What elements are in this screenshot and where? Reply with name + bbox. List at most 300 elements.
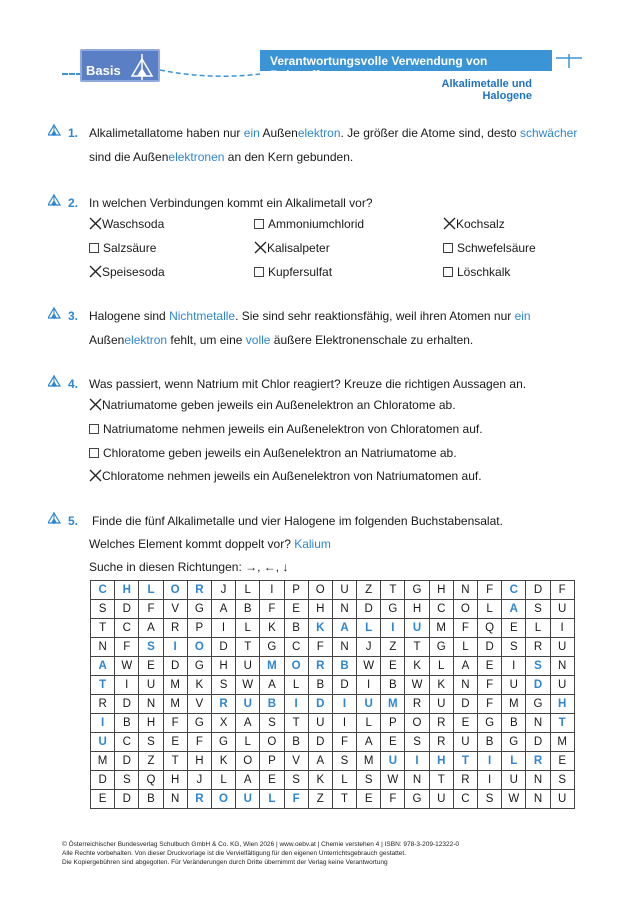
checked-cross-icon[interactable]	[443, 217, 456, 230]
grid-cell: H	[115, 581, 139, 600]
grid-cell: J	[357, 638, 381, 657]
grid-cell: R	[163, 619, 187, 638]
letter-grid	[90, 580, 575, 809]
grid-cell: L	[357, 619, 381, 638]
grid-cell: V	[284, 752, 308, 771]
grid-row	[91, 676, 575, 695]
grid-cell: B	[308, 676, 332, 695]
grid-cell: C	[284, 638, 308, 657]
footer-line: Die Kopiergebühren sind abgegolten. Für Veränderungen durch Dritte übernimmt der Verlag keine Verantwortung	[62, 859, 388, 866]
grid-cell: U	[405, 619, 429, 638]
grid-cell: C	[429, 600, 453, 619]
grid-row	[91, 581, 575, 600]
grid-cell: H	[429, 581, 453, 600]
grid-cell: V	[187, 695, 211, 714]
grid-cell: A	[502, 600, 526, 619]
grid-row	[91, 733, 575, 752]
title-tick-icon	[556, 54, 582, 68]
grid-cell: N	[332, 600, 356, 619]
grid-cell: L	[260, 790, 284, 809]
grid-cell: B	[332, 657, 356, 676]
grid-row	[91, 619, 575, 638]
footer-line: © Österreichischer Bundesverlag Schulbuch GmbH & Co. KG, Wien 2026 | www.oebv.at | Chemie verstehen 4 | ISBN: 978-3-209-12322-0	[62, 841, 460, 848]
grid-cell: D	[115, 752, 139, 771]
grid-cell: M	[260, 657, 284, 676]
checkbox-option[interactable]	[443, 217, 505, 231]
grid-cell: E	[453, 714, 477, 733]
task-number: 4.	[68, 377, 79, 391]
grid-cell: B	[478, 733, 502, 752]
grid-cell: R	[526, 638, 550, 657]
grid-cell: I	[478, 771, 502, 790]
checkbox-label: Chloratome nehmen jeweils ein Außenelektron von Natriumatomen auf.	[102, 469, 482, 483]
grid-cell: Q	[139, 771, 163, 790]
grid-cell: U	[139, 676, 163, 695]
checkbox-label: Kalisalpeter	[267, 241, 330, 255]
task5-line3: Suche in diesen Richtungen: →, ←, ↓	[89, 560, 289, 574]
empty-checkbox-icon[interactable]	[254, 267, 264, 277]
grid-cell: H	[163, 771, 187, 790]
task4-question: Was passiert, wenn Natrium mit Chlor reagiert? Kreuze die richtigen Aussagen an.	[89, 377, 527, 391]
grid-cell: U	[236, 695, 260, 714]
grid-cell: K	[308, 619, 332, 638]
grid-cell: S	[502, 638, 526, 657]
grid-cell: R	[429, 714, 453, 733]
grid-cell: U	[91, 733, 115, 752]
basis-logo	[80, 49, 160, 82]
task-level-icon	[48, 512, 64, 524]
grid-cell: B	[502, 714, 526, 733]
grid-cell: F	[163, 714, 187, 733]
grid-cell: T	[453, 752, 477, 771]
grid-cell: S	[139, 733, 163, 752]
grid-cell: V	[163, 600, 187, 619]
grid-cell: B	[260, 695, 284, 714]
grid-cell: M	[91, 752, 115, 771]
empty-checkbox-icon[interactable]	[443, 267, 453, 277]
task1-line1: Alkalimetallatome haben nur ein Außenelektron. Je größer die Atome sind, desto schwächer	[89, 126, 578, 140]
grid-cell: P	[187, 619, 211, 638]
grid-cell: N	[526, 790, 550, 809]
grid-cell: U	[453, 733, 477, 752]
grid-cell: Z	[381, 638, 405, 657]
task-level-icon	[48, 194, 64, 206]
grid-cell: E	[381, 657, 405, 676]
grid-cell: G	[502, 733, 526, 752]
grid-cell: K	[429, 676, 453, 695]
grid-cell: L	[453, 638, 477, 657]
grid-cell: N	[526, 771, 550, 790]
grid-cell: A	[308, 752, 332, 771]
grid-cell: B	[284, 619, 308, 638]
grid-cell: T	[332, 790, 356, 809]
grid-cell: N	[139, 695, 163, 714]
grid-cell: R	[453, 771, 477, 790]
grid-cell: F	[478, 581, 502, 600]
grid-cell: F	[284, 790, 308, 809]
grid-cell: N	[91, 638, 115, 657]
grid-cell: D	[526, 676, 550, 695]
grid-cell: A	[236, 714, 260, 733]
task-number: 2.	[68, 196, 79, 210]
grid-cell: R	[405, 695, 429, 714]
grid-cell: F	[478, 695, 502, 714]
grid-cell: K	[211, 752, 235, 771]
grid-cell: R	[429, 733, 453, 752]
grid-cell: M	[550, 733, 574, 752]
grid-row	[91, 790, 575, 809]
grid-cell: I	[260, 581, 284, 600]
grid-cell: L	[211, 771, 235, 790]
grid-cell: L	[502, 752, 526, 771]
grid-cell: C	[502, 581, 526, 600]
grid-cell: F	[381, 790, 405, 809]
grid-cell: F	[308, 638, 332, 657]
grid-cell: O	[405, 714, 429, 733]
grid-cell: J	[211, 581, 235, 600]
checkbox-option[interactable]	[89, 241, 156, 255]
basis-triangle-icon	[130, 54, 154, 80]
grid-cell: D	[332, 676, 356, 695]
grid-cell: C	[453, 790, 477, 809]
grid-cell: S	[139, 638, 163, 657]
grid-cell: E	[381, 733, 405, 752]
checkbox-label: Chloratome geben jeweils ein Außenelektron an Natriumatome ab.	[103, 446, 457, 460]
grid-cell: B	[381, 676, 405, 695]
grid-cell: D	[308, 733, 332, 752]
grid-cell: D	[211, 638, 235, 657]
grid-cell: H	[139, 714, 163, 733]
grid-cell: O	[308, 581, 332, 600]
grid-cell: I	[550, 619, 574, 638]
grid-cell: G	[187, 600, 211, 619]
task-level-icon	[48, 307, 64, 319]
grid-cell: O	[284, 657, 308, 676]
grid-cell: A	[260, 676, 284, 695]
grid-cell: C	[115, 619, 139, 638]
grid-cell: E	[260, 771, 284, 790]
grid-cell: S	[260, 714, 284, 733]
checked-cross-icon[interactable]	[89, 398, 102, 411]
grid-cell: N	[550, 657, 574, 676]
grid-cell: S	[284, 771, 308, 790]
grid-cell: T	[91, 619, 115, 638]
grid-cell: G	[478, 714, 502, 733]
grid-cell: I	[332, 695, 356, 714]
grid-cell: M	[502, 695, 526, 714]
grid-cell: F	[550, 581, 574, 600]
grid-row	[91, 695, 575, 714]
grid-cell: K	[260, 619, 284, 638]
grid-cell: I	[115, 676, 139, 695]
grid-cell: R	[526, 752, 550, 771]
grid-cell: R	[91, 695, 115, 714]
grid-cell: M	[163, 695, 187, 714]
checkbox-label: Löschkalk	[457, 265, 511, 279]
grid-cell: M	[429, 619, 453, 638]
grid-cell: T	[163, 752, 187, 771]
checkbox-option[interactable]	[254, 265, 332, 279]
grid-cell: A	[139, 619, 163, 638]
grid-cell: W	[502, 790, 526, 809]
grid-cell: S	[526, 657, 550, 676]
grid-cell: G	[187, 714, 211, 733]
grid-cell: G	[381, 600, 405, 619]
task-number: 5.	[68, 514, 79, 528]
grid-cell: W	[405, 676, 429, 695]
empty-checkbox-icon[interactable]	[89, 243, 99, 253]
grid-cell: U	[332, 581, 356, 600]
grid-cell: E	[502, 619, 526, 638]
grid-cell: X	[211, 714, 235, 733]
task5-line2: Welches Element kommt doppelt vor? Kalium	[89, 537, 331, 551]
grid-row	[91, 657, 575, 676]
grid-cell: Z	[357, 581, 381, 600]
checkbox-option[interactable]	[254, 217, 364, 231]
grid-cell: N	[405, 771, 429, 790]
grid-cell: G	[211, 733, 235, 752]
grid-cell: L	[429, 657, 453, 676]
grid-cell: N	[163, 790, 187, 809]
grid-cell: M	[381, 695, 405, 714]
grid-cell: P	[381, 714, 405, 733]
grid-cell: S	[526, 600, 550, 619]
task-number: 1.	[68, 126, 79, 140]
grid-cell: T	[550, 714, 574, 733]
empty-checkbox-icon[interactable]	[443, 243, 453, 253]
grid-cell: T	[236, 638, 260, 657]
grid-cell: T	[284, 714, 308, 733]
grid-cell: I	[357, 676, 381, 695]
grid-cell: I	[211, 619, 235, 638]
grid-cell: U	[550, 676, 574, 695]
grid-cell: T	[405, 638, 429, 657]
grid-cell: H	[211, 657, 235, 676]
grid-cell: A	[453, 657, 477, 676]
grid-row	[91, 638, 575, 657]
grid-cell: U	[502, 771, 526, 790]
checkbox-label: Schwefelsäure	[457, 241, 536, 255]
grid-cell: H	[405, 600, 429, 619]
grid-cell: G	[260, 638, 284, 657]
empty-checkbox-icon[interactable]	[89, 424, 99, 434]
checkbox-label: Kupfersulfat	[268, 265, 333, 279]
task1-line2: sind die Außenelektronen an den Kern gebunden.	[89, 150, 354, 164]
grid-cell: W	[236, 676, 260, 695]
grid-cell: F	[115, 638, 139, 657]
grid-cell: K	[405, 657, 429, 676]
grid-cell: M	[163, 676, 187, 695]
grid-cell: L	[332, 771, 356, 790]
grid-cell: F	[187, 733, 211, 752]
grid-cell: S	[115, 771, 139, 790]
task-level-icon	[48, 124, 64, 136]
checkbox-option[interactable]	[89, 469, 482, 483]
grid-row	[91, 771, 575, 790]
grid-cell: F	[332, 733, 356, 752]
grid-cell: G	[405, 581, 429, 600]
grid-cell: O	[236, 752, 260, 771]
grid-cell: E	[357, 790, 381, 809]
grid-cell: L	[139, 581, 163, 600]
task3-line2: Außenelektron fehlt, um eine volle äußere Elektronenschale zu erhalten.	[89, 333, 474, 347]
grid-cell: D	[91, 771, 115, 790]
grid-cell: H	[308, 600, 332, 619]
page-subtitle: Alkalimetalle und Halogene	[441, 78, 532, 102]
grid-cell: P	[260, 752, 284, 771]
grid-cell: L	[284, 676, 308, 695]
grid-cell: S	[357, 771, 381, 790]
grid-cell: P	[284, 581, 308, 600]
checkbox-label: Kochsalz	[456, 217, 505, 231]
grid-cell: I	[405, 752, 429, 771]
grid-cell: U	[381, 752, 405, 771]
grid-cell: E	[139, 657, 163, 676]
checkbox-option[interactable]	[89, 398, 456, 412]
grid-cell: U	[308, 714, 332, 733]
checked-cross-icon[interactable]	[89, 265, 102, 278]
grid-cell: G	[405, 790, 429, 809]
grid-cell: I	[381, 619, 405, 638]
grid-cell: L	[357, 714, 381, 733]
grid-cell: T	[91, 676, 115, 695]
checkbox-label: Speisesoda	[102, 265, 165, 279]
grid-cell: D	[357, 600, 381, 619]
grid-cell: E	[91, 790, 115, 809]
grid-cell: E	[163, 733, 187, 752]
checked-cross-icon[interactable]	[89, 469, 102, 482]
grid-cell: W	[357, 657, 381, 676]
task2-question: In welchen Verbindungen kommt ein Alkalimetall vor?	[89, 196, 373, 210]
checkbox-option[interactable]	[443, 265, 510, 279]
grid-cell: D	[478, 638, 502, 657]
grid-cell: D	[115, 790, 139, 809]
grid-cell: A	[91, 657, 115, 676]
grid-cell: U	[502, 676, 526, 695]
task5-line1: Finde die fünf Alkalimetalle und vier Halogene im folgenden Buchstabensalat.	[92, 514, 503, 528]
grid-cell: B	[115, 714, 139, 733]
task3-line1: Halogene sind Nichtmetalle. Sie sind sehr reaktionsfähig, weil ihren Atomen nur ein	[89, 309, 531, 323]
grid-cell: A	[211, 600, 235, 619]
grid-cell: N	[453, 581, 477, 600]
grid-cell: E	[550, 752, 574, 771]
grid-cell: I	[163, 638, 187, 657]
grid-cell: U	[236, 657, 260, 676]
grid-cell: W	[115, 657, 139, 676]
checkbox-option[interactable]	[89, 446, 457, 460]
grid-cell: U	[236, 790, 260, 809]
grid-cell: U	[550, 638, 574, 657]
grid-cell: S	[478, 790, 502, 809]
grid-cell: N	[332, 638, 356, 657]
checkbox-label: Waschsoda	[102, 217, 165, 231]
grid-cell: T	[381, 581, 405, 600]
grid-cell: R	[187, 581, 211, 600]
grid-cell: Z	[308, 790, 332, 809]
grid-row	[91, 714, 575, 733]
checkbox-option[interactable]	[89, 217, 164, 231]
grid-cell: U	[429, 695, 453, 714]
grid-cell: C	[115, 733, 139, 752]
empty-checkbox-icon[interactable]	[89, 448, 99, 458]
grid-cell: B	[236, 600, 260, 619]
grid-cell: L	[236, 581, 260, 600]
grid-cell: R	[211, 695, 235, 714]
checkbox-label: Natriumatome geben jeweils ein Außenelektron an Chloratome ab.	[102, 398, 456, 412]
grid-cell: O	[453, 600, 477, 619]
grid-cell: U	[357, 695, 381, 714]
task-level-icon	[48, 375, 64, 387]
grid-cell: B	[284, 733, 308, 752]
checkbox-label: Ammoniumchlorid	[268, 217, 365, 231]
grid-cell: N	[453, 676, 477, 695]
grid-cell: D	[526, 733, 550, 752]
grid-cell: L	[526, 619, 550, 638]
grid-cell: D	[526, 581, 550, 600]
grid-cell: F	[453, 619, 477, 638]
checkbox-option[interactable]	[443, 241, 536, 255]
grid-cell: I	[91, 714, 115, 733]
page-title: Verantwortungsvolle Verwendung von Rohstoffen	[260, 50, 552, 71]
grid-cell: I	[332, 714, 356, 733]
grid-cell: T	[429, 771, 453, 790]
checked-cross-icon[interactable]	[254, 241, 267, 254]
grid-cell: I	[284, 695, 308, 714]
checkbox-option[interactable]	[89, 422, 483, 436]
grid-cell: K	[308, 771, 332, 790]
checkbox-option[interactable]	[89, 265, 165, 279]
grid-cell: S	[91, 600, 115, 619]
grid-cell: A	[357, 733, 381, 752]
grid-cell: N	[526, 714, 550, 733]
grid-cell: A	[236, 771, 260, 790]
checkbox-label: Natriumatome nehmen jeweils ein Außenelektron von Chloratomen auf.	[103, 422, 483, 436]
grid-cell: E	[284, 600, 308, 619]
grid-cell: K	[187, 676, 211, 695]
grid-cell: Q	[478, 619, 502, 638]
checked-cross-icon[interactable]	[89, 217, 102, 230]
grid-cell: E	[478, 657, 502, 676]
task-number: 3.	[68, 309, 79, 323]
grid-row	[91, 752, 575, 771]
grid-cell: H	[429, 752, 453, 771]
grid-cell: S	[211, 676, 235, 695]
checkbox-label: Salzsäure	[103, 241, 157, 255]
grid-cell: O	[187, 638, 211, 657]
basis-logo-text: Basis	[86, 63, 121, 78]
grid-cell: S	[550, 771, 574, 790]
grid-cell: S	[332, 752, 356, 771]
grid-cell: F	[478, 676, 502, 695]
grid-cell: F	[139, 600, 163, 619]
footer	[62, 840, 459, 867]
grid-cell: F	[260, 600, 284, 619]
grid-cell: O	[163, 581, 187, 600]
empty-checkbox-icon[interactable]	[254, 219, 264, 229]
grid-cell: U	[429, 790, 453, 809]
grid-cell: A	[332, 619, 356, 638]
grid-cell: W	[381, 771, 405, 790]
grid-cell: H	[187, 752, 211, 771]
grid-cell: J	[187, 771, 211, 790]
grid-cell: O	[260, 733, 284, 752]
checkbox-option[interactable]	[254, 241, 330, 255]
grid-cell: M	[357, 752, 381, 771]
grid-row	[91, 600, 575, 619]
grid-cell: D	[453, 695, 477, 714]
header-dash-left	[62, 73, 82, 75]
grid-cell: D	[163, 657, 187, 676]
